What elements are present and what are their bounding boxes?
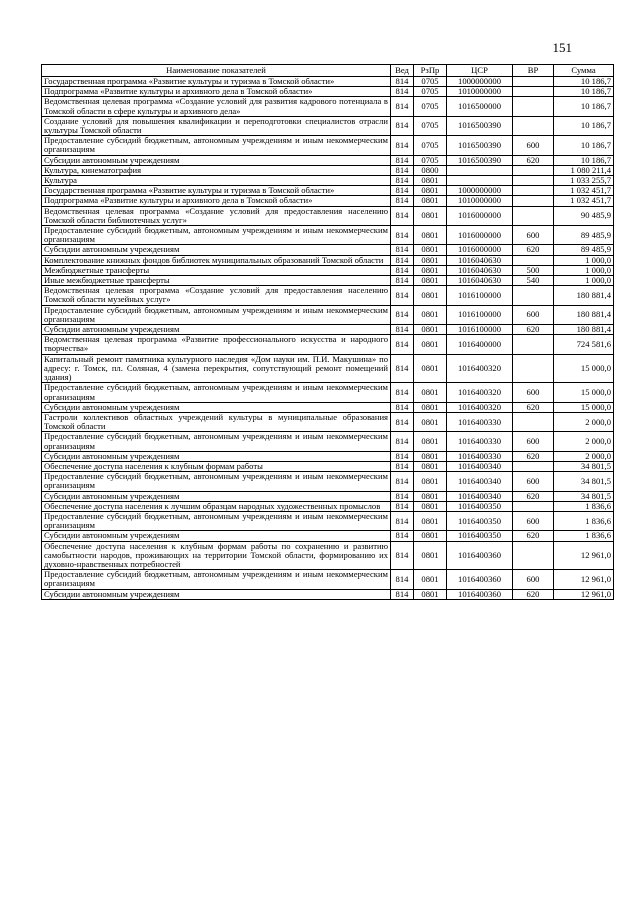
cell-sum: 1 000,0 bbox=[554, 276, 614, 286]
cell-name: Субсидии автономным учреждениям bbox=[42, 491, 391, 501]
cell-ved: 814 bbox=[391, 276, 414, 286]
cell-sum: 90 485,9 bbox=[554, 206, 614, 225]
cell-name: Субсидии автономным учреждениям bbox=[42, 531, 391, 541]
table-row bbox=[42, 196, 614, 206]
table-body bbox=[42, 77, 614, 600]
table-row bbox=[42, 335, 614, 354]
cell-ved: 814 bbox=[391, 77, 414, 87]
cell-rzpr: 0801 bbox=[414, 383, 447, 402]
cell-ved: 814 bbox=[391, 541, 414, 570]
cell-name: Культура bbox=[42, 176, 391, 186]
cell-csr: 1016400340 bbox=[447, 461, 513, 471]
cell-rzpr: 0801 bbox=[414, 541, 447, 570]
cell-csr: 1016040630 bbox=[447, 265, 513, 275]
cell-sum: 1 836,6 bbox=[554, 511, 614, 530]
cell-csr: 1016000000 bbox=[447, 206, 513, 225]
cell-name: Предоставление субсидий бюджетным, автономным учреждениям и иным некоммерческим организациям bbox=[42, 305, 391, 324]
cell-name: Подпрограмма «Развитие культуры и архивного дела в Томской области» bbox=[42, 87, 391, 97]
cell-name: Государственная программа «Развитие культуры и туризма в Томской области» bbox=[42, 77, 391, 87]
cell-name: Ведомственная целевая программа «Создание условий для предоставления населению Томской области музейных услуг» bbox=[42, 286, 391, 305]
cell-ved: 814 bbox=[391, 186, 414, 196]
cell-rzpr: 0801 bbox=[414, 286, 447, 305]
cell-csr: 1016400350 bbox=[447, 501, 513, 511]
cell-ved: 814 bbox=[391, 412, 414, 431]
cell-ved: 814 bbox=[391, 383, 414, 402]
cell-vr: 620 bbox=[513, 491, 554, 501]
cell-ved: 814 bbox=[391, 589, 414, 599]
cell-sum: 12 961,0 bbox=[554, 589, 614, 599]
cell-vr: 600 bbox=[513, 383, 554, 402]
cell-vr bbox=[513, 87, 554, 97]
cell-ved: 814 bbox=[391, 176, 414, 186]
cell-ved: 814 bbox=[391, 305, 414, 324]
cell-ved: 814 bbox=[391, 286, 414, 305]
cell-ved: 814 bbox=[391, 87, 414, 97]
header-rzpr: РзПр bbox=[414, 65, 447, 77]
cell-sum: 1 032 451,7 bbox=[554, 186, 614, 196]
cell-csr bbox=[447, 176, 513, 186]
cell-csr: 1016400340 bbox=[447, 491, 513, 501]
cell-sum: 2 000,0 bbox=[554, 412, 614, 431]
cell-ved: 814 bbox=[391, 206, 414, 225]
cell-csr: 1016000000 bbox=[447, 226, 513, 245]
cell-rzpr: 0801 bbox=[414, 589, 447, 599]
cell-csr: 1016040630 bbox=[447, 255, 513, 265]
cell-ved: 814 bbox=[391, 255, 414, 265]
cell-csr: 1016100000 bbox=[447, 325, 513, 335]
cell-vr bbox=[513, 501, 554, 511]
cell-name: Ведомственная целевая программа «Создание условий для предоставления населению Томской области библиотечных услуг» bbox=[42, 206, 391, 225]
cell-name: Обеспечение доступа населения к клубным формам работы по сохранению и развитию самобытности народов, проживающих на территории Томской области, формированию их духовно-нравственных потребностей bbox=[42, 541, 391, 570]
cell-name: Создание условий для повышения квалификации и переподготовки специалистов отрасли культуры Томской области bbox=[42, 116, 391, 135]
cell-vr: 620 bbox=[513, 155, 554, 165]
table-row bbox=[42, 286, 614, 305]
cell-rzpr: 0801 bbox=[414, 226, 447, 245]
cell-csr: 1016400340 bbox=[447, 472, 513, 491]
table-row bbox=[42, 116, 614, 135]
cell-sum: 1 836,6 bbox=[554, 531, 614, 541]
cell-vr bbox=[513, 255, 554, 265]
cell-csr: 1016500000 bbox=[447, 97, 513, 116]
cell-name: Предоставление субсидий бюджетным, автономным учреждениям и иным некоммерческим организациям bbox=[42, 432, 391, 451]
cell-csr: 1016400330 bbox=[447, 451, 513, 461]
cell-csr: 1016400330 bbox=[447, 432, 513, 451]
cell-name: Предоставление субсидий бюджетным, автономным учреждениям и иным некоммерческим организациям bbox=[42, 511, 391, 530]
cell-csr: 1010000000 bbox=[447, 196, 513, 206]
cell-sum: 1 836,6 bbox=[554, 501, 614, 511]
table-row bbox=[42, 511, 614, 530]
cell-sum: 10 186,7 bbox=[554, 77, 614, 87]
table-row bbox=[42, 155, 614, 165]
cell-vr bbox=[513, 116, 554, 135]
cell-sum: 12 961,0 bbox=[554, 570, 614, 589]
cell-name: Капитальный ремонт памятника культурного наследия «Дом науки им. П.И. Макушина» по адресу: г. Томск, пл. Соляная, 4 (замена перекрытия, сопутствующий ремонт помещений здания) bbox=[42, 354, 391, 383]
header-ved: Вед bbox=[391, 65, 414, 77]
cell-ved: 814 bbox=[391, 116, 414, 135]
cell-csr: 1016400330 bbox=[447, 412, 513, 431]
cell-ved: 814 bbox=[391, 97, 414, 116]
cell-sum: 15 000,0 bbox=[554, 402, 614, 412]
cell-sum: 180 881,4 bbox=[554, 286, 614, 305]
cell-rzpr: 0801 bbox=[414, 255, 447, 265]
cell-rzpr: 0801 bbox=[414, 432, 447, 451]
cell-ved: 814 bbox=[391, 165, 414, 175]
cell-sum: 34 801,5 bbox=[554, 491, 614, 501]
cell-sum: 10 186,7 bbox=[554, 116, 614, 135]
cell-ved: 814 bbox=[391, 570, 414, 589]
table-row bbox=[42, 589, 614, 599]
table-row bbox=[42, 87, 614, 97]
cell-name: Обеспечение доступа населения к лучшим образцам народных художественных промыслов bbox=[42, 501, 391, 511]
cell-ved: 814 bbox=[391, 451, 414, 461]
cell-csr: 1016400000 bbox=[447, 335, 513, 354]
table-row bbox=[42, 305, 614, 324]
cell-csr: 1016400320 bbox=[447, 402, 513, 412]
cell-sum: 180 881,4 bbox=[554, 325, 614, 335]
cell-ved: 814 bbox=[391, 531, 414, 541]
cell-vr: 600 bbox=[513, 226, 554, 245]
cell-name: Государственная программа «Развитие культуры и туризма в Томской области» bbox=[42, 186, 391, 196]
cell-sum: 724 581,6 bbox=[554, 335, 614, 354]
cell-name: Ведомственная целевая программа «Создание условий для развития кадрового потенциала в Томской области в сфере культуры и архивного дела» bbox=[42, 97, 391, 116]
cell-name: Предоставление субсидий бюджетным, автономным учреждениям и иным некоммерческим организациям bbox=[42, 226, 391, 245]
cell-vr bbox=[513, 77, 554, 87]
cell-rzpr: 0801 bbox=[414, 412, 447, 431]
cell-name: Ведомственная целевая программа «Развитие профессионального искусства и народного творчества» bbox=[42, 335, 391, 354]
cell-rzpr: 0705 bbox=[414, 77, 447, 87]
cell-sum: 1 033 255,7 bbox=[554, 176, 614, 186]
cell-csr: 1016400360 bbox=[447, 541, 513, 570]
cell-csr: 1016100000 bbox=[447, 305, 513, 324]
cell-rzpr: 0801 bbox=[414, 245, 447, 255]
cell-vr bbox=[513, 196, 554, 206]
cell-vr bbox=[513, 541, 554, 570]
cell-csr: 1016400320 bbox=[447, 354, 513, 383]
cell-name: Субсидии автономным учреждениям bbox=[42, 325, 391, 335]
cell-name: Предоставление субсидий бюджетным, автономным учреждениям и иным некоммерческим организациям bbox=[42, 472, 391, 491]
cell-name: Гастроли коллективов областных учреждений культуры в муниципальные образования Томской области bbox=[42, 412, 391, 431]
cell-rzpr: 0801 bbox=[414, 354, 447, 383]
cell-sum: 10 186,7 bbox=[554, 155, 614, 165]
cell-name: Субсидии автономным учреждениям bbox=[42, 245, 391, 255]
header-vr: ВР bbox=[513, 65, 554, 77]
cell-sum: 10 186,7 bbox=[554, 87, 614, 97]
table-header-row bbox=[42, 65, 614, 77]
cell-name: Субсидии автономным учреждениям bbox=[42, 451, 391, 461]
table-row bbox=[42, 226, 614, 245]
cell-sum: 1 000,0 bbox=[554, 265, 614, 275]
cell-sum: 34 801,5 bbox=[554, 472, 614, 491]
cell-csr: 1016500390 bbox=[447, 155, 513, 165]
cell-sum: 34 801,5 bbox=[554, 461, 614, 471]
cell-vr bbox=[513, 186, 554, 196]
cell-rzpr: 0801 bbox=[414, 570, 447, 589]
cell-sum: 89 485,9 bbox=[554, 245, 614, 255]
cell-vr bbox=[513, 286, 554, 305]
cell-sum: 89 485,9 bbox=[554, 226, 614, 245]
cell-csr: 1000000000 bbox=[447, 77, 513, 87]
cell-name: Субсидии автономным учреждениям bbox=[42, 402, 391, 412]
cell-rzpr: 0705 bbox=[414, 136, 447, 155]
table-row bbox=[42, 491, 614, 501]
table-row bbox=[42, 97, 614, 116]
cell-vr bbox=[513, 335, 554, 354]
table-row bbox=[42, 570, 614, 589]
cell-ved: 814 bbox=[391, 265, 414, 275]
cell-vr bbox=[513, 461, 554, 471]
cell-rzpr: 0705 bbox=[414, 87, 447, 97]
cell-csr: 1016500390 bbox=[447, 116, 513, 135]
cell-ved: 814 bbox=[391, 354, 414, 383]
cell-ved: 814 bbox=[391, 491, 414, 501]
cell-ved: 814 bbox=[391, 325, 414, 335]
cell-rzpr: 0801 bbox=[414, 305, 447, 324]
table-row bbox=[42, 206, 614, 225]
cell-ved: 814 bbox=[391, 402, 414, 412]
cell-sum: 10 186,7 bbox=[554, 97, 614, 116]
cell-vr bbox=[513, 206, 554, 225]
table-row bbox=[42, 186, 614, 196]
cell-csr: 1010000000 bbox=[447, 87, 513, 97]
budget-table bbox=[41, 64, 614, 600]
cell-rzpr: 0801 bbox=[414, 531, 447, 541]
table-row bbox=[42, 472, 614, 491]
cell-ved: 814 bbox=[391, 245, 414, 255]
cell-vr: 620 bbox=[513, 245, 554, 255]
table-row bbox=[42, 531, 614, 541]
cell-vr: 600 bbox=[513, 305, 554, 324]
cell-csr: 1016400360 bbox=[447, 589, 513, 599]
cell-vr: 620 bbox=[513, 451, 554, 461]
cell-rzpr: 0705 bbox=[414, 97, 447, 116]
table-row bbox=[42, 245, 614, 255]
cell-csr: 1016400350 bbox=[447, 511, 513, 530]
cell-vr: 620 bbox=[513, 531, 554, 541]
table-row bbox=[42, 265, 614, 275]
cell-sum: 15 000,0 bbox=[554, 383, 614, 402]
cell-rzpr: 0705 bbox=[414, 155, 447, 165]
table-row bbox=[42, 77, 614, 87]
table-row bbox=[42, 354, 614, 383]
cell-rzpr: 0705 bbox=[414, 116, 447, 135]
cell-ved: 814 bbox=[391, 461, 414, 471]
table-row bbox=[42, 402, 614, 412]
cell-rzpr: 0801 bbox=[414, 511, 447, 530]
cell-sum: 12 961,0 bbox=[554, 541, 614, 570]
cell-sum: 1 032 451,7 bbox=[554, 196, 614, 206]
cell-rzpr: 0801 bbox=[414, 451, 447, 461]
page-number: 151 bbox=[552, 40, 572, 55]
header-name: Наименование показателей bbox=[42, 65, 391, 77]
cell-rzpr: 0801 bbox=[414, 461, 447, 471]
cell-sum: 180 881,4 bbox=[554, 305, 614, 324]
cell-ved: 814 bbox=[391, 432, 414, 451]
cell-sum: 2 000,0 bbox=[554, 432, 614, 451]
cell-csr: 1016100000 bbox=[447, 286, 513, 305]
cell-csr: 1016500390 bbox=[447, 136, 513, 155]
table-row bbox=[42, 276, 614, 286]
cell-vr bbox=[513, 165, 554, 175]
table-row bbox=[42, 176, 614, 186]
cell-rzpr: 0801 bbox=[414, 276, 447, 286]
cell-sum: 1 000,0 bbox=[554, 255, 614, 265]
cell-ved: 814 bbox=[391, 335, 414, 354]
cell-name: Обеспечение доступа населения к клубным формам работы bbox=[42, 461, 391, 471]
cell-rzpr: 0801 bbox=[414, 501, 447, 511]
cell-vr: 620 bbox=[513, 589, 554, 599]
table-row bbox=[42, 165, 614, 175]
cell-name: Субсидии автономным учреждениям bbox=[42, 155, 391, 165]
cell-rzpr: 0801 bbox=[414, 186, 447, 196]
cell-csr: 1016400360 bbox=[447, 570, 513, 589]
cell-ved: 814 bbox=[391, 501, 414, 511]
cell-vr: 620 bbox=[513, 402, 554, 412]
cell-sum: 2 000,0 bbox=[554, 451, 614, 461]
table-row bbox=[42, 541, 614, 570]
table-row bbox=[42, 451, 614, 461]
cell-rzpr: 0801 bbox=[414, 472, 447, 491]
cell-vr bbox=[513, 354, 554, 383]
cell-vr: 600 bbox=[513, 432, 554, 451]
cell-vr: 620 bbox=[513, 325, 554, 335]
cell-rzpr: 0801 bbox=[414, 335, 447, 354]
cell-rzpr: 0801 bbox=[414, 265, 447, 275]
cell-name: Предоставление субсидий бюджетным, автономным учреждениям и иным некоммерческим организациям bbox=[42, 570, 391, 589]
cell-name: Подпрограмма «Развитие культуры и архивного дела в Томской области» bbox=[42, 196, 391, 206]
cell-name: Культура, кинематография bbox=[42, 165, 391, 175]
cell-sum: 1 080 211,4 bbox=[554, 165, 614, 175]
cell-csr: 1016000000 bbox=[447, 245, 513, 255]
cell-vr bbox=[513, 412, 554, 431]
table-row bbox=[42, 383, 614, 402]
table-row bbox=[42, 136, 614, 155]
cell-name: Субсидии автономным учреждениям bbox=[42, 589, 391, 599]
cell-csr: 1016400350 bbox=[447, 531, 513, 541]
cell-vr: 600 bbox=[513, 472, 554, 491]
table-row bbox=[42, 255, 614, 265]
cell-name: Комплектование книжных фондов библиотек муниципальных образований Томской области bbox=[42, 255, 391, 265]
cell-rzpr: 0801 bbox=[414, 176, 447, 186]
cell-rzpr: 0801 bbox=[414, 196, 447, 206]
cell-csr: 1016400320 bbox=[447, 383, 513, 402]
table-row bbox=[42, 432, 614, 451]
table-row bbox=[42, 501, 614, 511]
cell-vr bbox=[513, 176, 554, 186]
table-row bbox=[42, 412, 614, 431]
cell-rzpr: 0801 bbox=[414, 402, 447, 412]
cell-name: Предоставление субсидий бюджетным, автономным учреждениям и иным некоммерческим организациям bbox=[42, 383, 391, 402]
header-csr: ЦСР bbox=[447, 65, 513, 77]
cell-ved: 814 bbox=[391, 472, 414, 491]
cell-vr: 600 bbox=[513, 570, 554, 589]
cell-ved: 814 bbox=[391, 136, 414, 155]
cell-vr: 500 bbox=[513, 265, 554, 275]
cell-vr bbox=[513, 97, 554, 116]
cell-ved: 814 bbox=[391, 196, 414, 206]
cell-csr: 1000000000 bbox=[447, 186, 513, 196]
cell-ved: 814 bbox=[391, 226, 414, 245]
cell-rzpr: 0801 bbox=[414, 491, 447, 501]
cell-name: Предоставление субсидий бюджетным, автономным учреждениям и иным некоммерческим организациям bbox=[42, 136, 391, 155]
cell-vr: 600 bbox=[513, 511, 554, 530]
cell-csr bbox=[447, 165, 513, 175]
cell-sum: 15 000,0 bbox=[554, 354, 614, 383]
cell-csr: 1016040630 bbox=[447, 276, 513, 286]
cell-ved: 814 bbox=[391, 155, 414, 165]
cell-rzpr: 0801 bbox=[414, 206, 447, 225]
cell-vr: 600 bbox=[513, 136, 554, 155]
cell-rzpr: 0801 bbox=[414, 325, 447, 335]
table-row bbox=[42, 325, 614, 335]
cell-ved: 814 bbox=[391, 511, 414, 530]
cell-rzpr: 0800 bbox=[414, 165, 447, 175]
cell-name: Межбюджетные трансферты bbox=[42, 265, 391, 275]
table-row bbox=[42, 461, 614, 471]
cell-name: Иные межбюджетные трансферты bbox=[42, 276, 391, 286]
cell-vr: 540 bbox=[513, 276, 554, 286]
header-sum: Сумма bbox=[554, 65, 614, 77]
cell-sum: 10 186,7 bbox=[554, 136, 614, 155]
